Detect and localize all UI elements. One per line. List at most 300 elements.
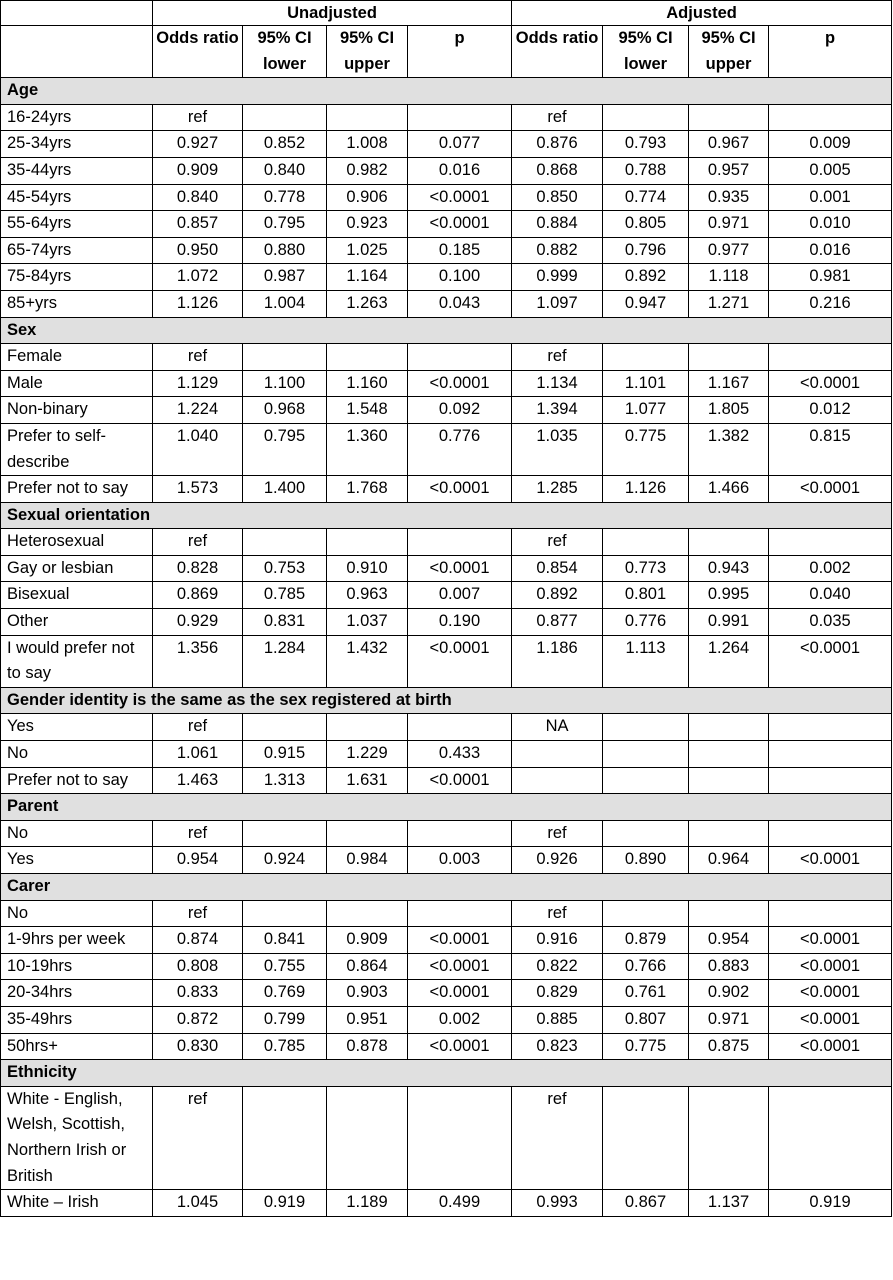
group-header-row xyxy=(1,502,892,529)
table-cell: 0.903 xyxy=(327,980,408,1007)
table-row xyxy=(1,1190,892,1217)
table-cell: 0.967 xyxy=(689,131,769,158)
table-cell: 0.910 xyxy=(327,555,408,582)
table-cell xyxy=(243,529,327,556)
table-row xyxy=(1,741,892,768)
table-cell: 0.984 xyxy=(327,847,408,874)
row-label: Yes xyxy=(1,847,153,874)
table-cell xyxy=(243,820,327,847)
table-cell xyxy=(603,1086,689,1189)
table-cell: 0.002 xyxy=(769,555,892,582)
table-cell: 0.884 xyxy=(512,211,603,238)
group-header-row xyxy=(1,874,892,901)
row-label: I would prefer not to say xyxy=(1,635,153,687)
table-cell: 0.841 xyxy=(243,927,327,954)
table-cell: ref xyxy=(512,820,603,847)
table-cell: 0.100 xyxy=(408,264,512,291)
table-cell: 0.005 xyxy=(769,157,892,184)
table-row xyxy=(1,529,892,556)
table-row xyxy=(1,1033,892,1060)
table-cell: 0.924 xyxy=(243,847,327,874)
table-cell xyxy=(769,344,892,371)
table-cell: <0.0001 xyxy=(408,980,512,1007)
table-cell: 1.008 xyxy=(327,131,408,158)
table-cell: 1.072 xyxy=(153,264,243,291)
table-cell: ref xyxy=(153,104,243,131)
table-cell xyxy=(408,1086,512,1189)
table-cell: 0.950 xyxy=(153,237,243,264)
table-cell xyxy=(408,104,512,131)
table-cell: 0.793 xyxy=(603,131,689,158)
table-cell: ref xyxy=(512,529,603,556)
table-cell: ref xyxy=(512,1086,603,1189)
table-cell: 0.823 xyxy=(512,1033,603,1060)
table-cell: 1.284 xyxy=(243,635,327,687)
table-cell: <0.0001 xyxy=(408,476,512,503)
table-cell: 0.971 xyxy=(689,1006,769,1033)
table-cell: 0.775 xyxy=(603,423,689,475)
table-cell: 1.394 xyxy=(512,397,603,424)
table-cell: ref xyxy=(153,714,243,741)
table-cell: <0.0001 xyxy=(408,927,512,954)
table-cell xyxy=(769,104,892,131)
header-corner-cell xyxy=(1,1,153,26)
table-cell: 0.971 xyxy=(689,211,769,238)
group-title: Parent xyxy=(1,794,892,821)
col-header-odds-ratio: Odds ratio xyxy=(153,26,243,78)
table-cell: 1.045 xyxy=(153,1190,243,1217)
table-cell: 0.875 xyxy=(689,1033,769,1060)
table-cell: 0.016 xyxy=(408,157,512,184)
table-cell: 0.916 xyxy=(512,927,603,954)
table-cell: 0.857 xyxy=(153,211,243,238)
table-cell xyxy=(689,900,769,927)
table-cell: <0.0001 xyxy=(769,635,892,687)
table-cell: ref xyxy=(153,1086,243,1189)
group-title: Gender identity is the same as the sex registered at birth xyxy=(1,687,892,714)
table-cell: 0.003 xyxy=(408,847,512,874)
col-header-adj-ci-lower: 95% CI lower xyxy=(603,26,689,78)
table-cell xyxy=(603,741,689,768)
table-cell: 0.795 xyxy=(243,423,327,475)
table-cell: 0.775 xyxy=(603,1033,689,1060)
table-cell: 1.137 xyxy=(689,1190,769,1217)
table-cell: 0.774 xyxy=(603,184,689,211)
table-cell: 0.043 xyxy=(408,290,512,317)
table-cell: 0.872 xyxy=(153,1006,243,1033)
group-title: Sex xyxy=(1,317,892,344)
row-label: 85+yrs xyxy=(1,290,153,317)
table-cell xyxy=(689,344,769,371)
col-header-p: p xyxy=(408,26,512,78)
table-cell: 0.753 xyxy=(243,555,327,582)
table-cell: 1.113 xyxy=(603,635,689,687)
table-cell: 0.185 xyxy=(408,237,512,264)
table-row xyxy=(1,635,892,687)
table-row xyxy=(1,131,892,158)
table-cell xyxy=(327,820,408,847)
table-cell: 0.951 xyxy=(327,1006,408,1033)
table-cell: 0.991 xyxy=(689,609,769,636)
row-label: Other xyxy=(1,609,153,636)
table-row xyxy=(1,1006,892,1033)
table-cell: 1.356 xyxy=(153,635,243,687)
table-cell: 0.840 xyxy=(243,157,327,184)
table-row xyxy=(1,370,892,397)
table-cell xyxy=(769,741,892,768)
table-cell: 0.829 xyxy=(512,980,603,1007)
header-row-columns xyxy=(1,26,892,78)
col-header-ci-upper: 95% CI upper xyxy=(327,26,408,78)
row-label: White - English, Welsh, Scottish, Northern Irish or British xyxy=(1,1086,153,1189)
table-cell: ref xyxy=(153,820,243,847)
table-cell xyxy=(603,767,689,794)
table-cell: 0.968 xyxy=(243,397,327,424)
table-cell xyxy=(769,714,892,741)
table-cell: 0.433 xyxy=(408,741,512,768)
table-cell xyxy=(689,714,769,741)
row-label: 45-54yrs xyxy=(1,184,153,211)
table-cell: 0.761 xyxy=(603,980,689,1007)
table-cell: 1.134 xyxy=(512,370,603,397)
table-cell xyxy=(408,344,512,371)
table-cell: 0.935 xyxy=(689,184,769,211)
table-row xyxy=(1,290,892,317)
table-row xyxy=(1,211,892,238)
table-cell: 1.101 xyxy=(603,370,689,397)
table-cell: 1.186 xyxy=(512,635,603,687)
table-cell: <0.0001 xyxy=(769,1033,892,1060)
table-cell: 0.776 xyxy=(408,423,512,475)
table-cell: 0.882 xyxy=(512,237,603,264)
table-cell xyxy=(243,104,327,131)
table-cell: 0.833 xyxy=(153,980,243,1007)
table-cell: 1.548 xyxy=(327,397,408,424)
table-cell: 0.852 xyxy=(243,131,327,158)
row-label: Male xyxy=(1,370,153,397)
table-cell: 0.769 xyxy=(243,980,327,1007)
header-label-cell xyxy=(1,26,153,78)
table-cell xyxy=(512,741,603,768)
table-cell: 0.785 xyxy=(243,1033,327,1060)
table-cell: <0.0001 xyxy=(769,927,892,954)
group-header-row xyxy=(1,78,892,105)
table-cell: 0.982 xyxy=(327,157,408,184)
row-label: 1-9hrs per week xyxy=(1,927,153,954)
row-label: Heterosexual xyxy=(1,529,153,556)
table-cell: 0.879 xyxy=(603,927,689,954)
table-cell xyxy=(689,529,769,556)
table-cell: 0.957 xyxy=(689,157,769,184)
table-cell: 1.466 xyxy=(689,476,769,503)
group-title: Sexual orientation xyxy=(1,502,892,529)
table-cell: 0.906 xyxy=(327,184,408,211)
table-row xyxy=(1,423,892,475)
table-cell: <0.0001 xyxy=(408,211,512,238)
table-cell: 0.007 xyxy=(408,582,512,609)
table-cell: 1.077 xyxy=(603,397,689,424)
row-label: 35-44yrs xyxy=(1,157,153,184)
table-cell: 1.263 xyxy=(327,290,408,317)
table-cell: 0.926 xyxy=(512,847,603,874)
table-cell: ref xyxy=(153,529,243,556)
table-row xyxy=(1,237,892,264)
table-row xyxy=(1,1086,892,1189)
table-cell: ref xyxy=(153,344,243,371)
table-cell: 0.788 xyxy=(603,157,689,184)
table-cell: 0.499 xyxy=(408,1190,512,1217)
table-cell xyxy=(243,714,327,741)
table-cell: 1.004 xyxy=(243,290,327,317)
row-label: 25-34yrs xyxy=(1,131,153,158)
table-cell: ref xyxy=(512,104,603,131)
table-cell: <0.0001 xyxy=(408,370,512,397)
table-cell: 0.909 xyxy=(153,157,243,184)
table-cell: 1.037 xyxy=(327,609,408,636)
table-cell xyxy=(689,741,769,768)
table-cell: 0.808 xyxy=(153,953,243,980)
table-cell: 1.061 xyxy=(153,741,243,768)
table-cell: 0.943 xyxy=(689,555,769,582)
table-cell: 0.016 xyxy=(769,237,892,264)
table-row xyxy=(1,847,892,874)
table-cell: 0.878 xyxy=(327,1033,408,1060)
table-cell xyxy=(689,1086,769,1189)
table-cell: 0.854 xyxy=(512,555,603,582)
table-cell: 1.313 xyxy=(243,767,327,794)
table-cell: 0.923 xyxy=(327,211,408,238)
table-cell: 1.224 xyxy=(153,397,243,424)
table-cell xyxy=(603,104,689,131)
col-header-adj-odds-ratio: Odds ratio xyxy=(512,26,603,78)
table-cell: 0.799 xyxy=(243,1006,327,1033)
table-cell: ref xyxy=(512,900,603,927)
table-cell: <0.0001 xyxy=(408,555,512,582)
table-cell: <0.0001 xyxy=(769,1006,892,1033)
table-cell xyxy=(603,900,689,927)
table-row xyxy=(1,714,892,741)
group-title: Ethnicity xyxy=(1,1060,892,1087)
table-cell xyxy=(327,900,408,927)
table-cell: 0.785 xyxy=(243,582,327,609)
table-cell: 0.981 xyxy=(769,264,892,291)
row-label: Female xyxy=(1,344,153,371)
row-label: 55-64yrs xyxy=(1,211,153,238)
table-row xyxy=(1,344,892,371)
table-cell xyxy=(243,900,327,927)
table-cell: 0.796 xyxy=(603,237,689,264)
table-cell: 0.867 xyxy=(603,1190,689,1217)
group-title: Carer xyxy=(1,874,892,901)
table-cell: 1.285 xyxy=(512,476,603,503)
table-cell: 0.890 xyxy=(603,847,689,874)
table-cell xyxy=(327,529,408,556)
table-cell: 0.010 xyxy=(769,211,892,238)
table-cell: <0.0001 xyxy=(408,767,512,794)
header-unadjusted: Unadjusted xyxy=(153,1,512,26)
table-cell: 0.801 xyxy=(603,582,689,609)
table-cell xyxy=(243,344,327,371)
table-cell: 0.883 xyxy=(689,953,769,980)
table-cell: 1.025 xyxy=(327,237,408,264)
table-cell xyxy=(603,529,689,556)
table-cell xyxy=(769,1086,892,1189)
table-cell: 0.877 xyxy=(512,609,603,636)
table-cell xyxy=(603,714,689,741)
table-cell xyxy=(327,714,408,741)
table-row xyxy=(1,609,892,636)
table-cell: 0.009 xyxy=(769,131,892,158)
table-cell xyxy=(408,820,512,847)
table-cell: <0.0001 xyxy=(769,476,892,503)
row-label: Bisexual xyxy=(1,582,153,609)
table-cell: 0.880 xyxy=(243,237,327,264)
table-cell: 0.874 xyxy=(153,927,243,954)
table-cell: 1.126 xyxy=(153,290,243,317)
table-cell: 1.432 xyxy=(327,635,408,687)
table-cell: 0.807 xyxy=(603,1006,689,1033)
row-label: 75-84yrs xyxy=(1,264,153,291)
table-cell xyxy=(243,1086,327,1189)
col-header-adj-ci-upper: 95% CI upper xyxy=(689,26,769,78)
table-cell: 0.755 xyxy=(243,953,327,980)
table-cell: 0.869 xyxy=(153,582,243,609)
table-cell xyxy=(327,104,408,131)
table-cell: 0.830 xyxy=(153,1033,243,1060)
table-cell: 1.100 xyxy=(243,370,327,397)
table-row xyxy=(1,184,892,211)
table-cell: 0.909 xyxy=(327,927,408,954)
table-row xyxy=(1,953,892,980)
table-row xyxy=(1,555,892,582)
table-cell xyxy=(769,767,892,794)
table-cell xyxy=(689,104,769,131)
table-cell xyxy=(689,767,769,794)
table-cell: 0.001 xyxy=(769,184,892,211)
row-label: Prefer to self-describe xyxy=(1,423,153,475)
table-cell: 0.876 xyxy=(512,131,603,158)
table-cell: <0.0001 xyxy=(769,847,892,874)
table-cell: 0.840 xyxy=(153,184,243,211)
table-cell: 0.795 xyxy=(243,211,327,238)
row-label: 50hrs+ xyxy=(1,1033,153,1060)
table-cell: 0.035 xyxy=(769,609,892,636)
table-cell: 0.828 xyxy=(153,555,243,582)
group-header-row xyxy=(1,317,892,344)
col-header-ci-lower: 95% CI lower xyxy=(243,26,327,78)
table-cell: 0.954 xyxy=(153,847,243,874)
table-cell: 0.815 xyxy=(769,423,892,475)
table-cell: 0.822 xyxy=(512,953,603,980)
table-cell: <0.0001 xyxy=(408,635,512,687)
table-cell: 1.160 xyxy=(327,370,408,397)
group-title: Age xyxy=(1,78,892,105)
table-row xyxy=(1,476,892,503)
table-cell: 1.264 xyxy=(689,635,769,687)
group-header-row xyxy=(1,1060,892,1087)
table-cell: 1.129 xyxy=(153,370,243,397)
row-label: No xyxy=(1,741,153,768)
header-adjusted: Adjusted xyxy=(512,1,892,26)
group-header-row xyxy=(1,687,892,714)
table-cell: 0.012 xyxy=(769,397,892,424)
table-cell xyxy=(769,820,892,847)
table-cell: 0.040 xyxy=(769,582,892,609)
table-cell: 1.573 xyxy=(153,476,243,503)
table-cell xyxy=(408,900,512,927)
row-label: Prefer not to say xyxy=(1,476,153,503)
table-cell: 0.002 xyxy=(408,1006,512,1033)
table-cell xyxy=(603,820,689,847)
table-cell: 0.963 xyxy=(327,582,408,609)
table-cell: <0.0001 xyxy=(769,953,892,980)
table-cell: 0.885 xyxy=(512,1006,603,1033)
table-cell: 0.864 xyxy=(327,953,408,980)
row-label: 16-24yrs xyxy=(1,104,153,131)
table-cell: 0.776 xyxy=(603,609,689,636)
col-header-adj-p: p xyxy=(769,26,892,78)
row-label: Yes xyxy=(1,714,153,741)
table-row xyxy=(1,157,892,184)
table-cell: <0.0001 xyxy=(408,184,512,211)
table-cell: 0.947 xyxy=(603,290,689,317)
table-cell: 0.892 xyxy=(512,582,603,609)
table-cell: 0.987 xyxy=(243,264,327,291)
table-cell: 0.919 xyxy=(243,1190,327,1217)
table-cell: 1.118 xyxy=(689,264,769,291)
table-cell: 0.919 xyxy=(769,1190,892,1217)
table-row xyxy=(1,582,892,609)
table-cell: 0.929 xyxy=(153,609,243,636)
table-body xyxy=(1,78,892,1217)
table-cell: 1.167 xyxy=(689,370,769,397)
row-label: Gay or lesbian xyxy=(1,555,153,582)
table-cell: 0.868 xyxy=(512,157,603,184)
table-cell: 1.097 xyxy=(512,290,603,317)
table-cell: 0.999 xyxy=(512,264,603,291)
table-cell xyxy=(769,529,892,556)
table-cell: 0.850 xyxy=(512,184,603,211)
table-cell: 1.382 xyxy=(689,423,769,475)
header-row-groups xyxy=(1,1,892,26)
table-cell: 0.993 xyxy=(512,1190,603,1217)
row-label: 10-19hrs xyxy=(1,953,153,980)
table-cell: 1.768 xyxy=(327,476,408,503)
table-cell: 0.954 xyxy=(689,927,769,954)
table-cell xyxy=(689,820,769,847)
table-row xyxy=(1,980,892,1007)
table-cell: ref xyxy=(512,344,603,371)
row-label: No xyxy=(1,820,153,847)
table-cell: <0.0001 xyxy=(769,370,892,397)
table-cell xyxy=(327,344,408,371)
table-cell: 0.778 xyxy=(243,184,327,211)
table-row xyxy=(1,264,892,291)
table-cell: 1.164 xyxy=(327,264,408,291)
table-cell: 1.035 xyxy=(512,423,603,475)
table-cell: 1.040 xyxy=(153,423,243,475)
table-cell xyxy=(408,714,512,741)
table-cell: 0.892 xyxy=(603,264,689,291)
table-cell: 1.360 xyxy=(327,423,408,475)
table-row xyxy=(1,397,892,424)
table-cell xyxy=(327,1086,408,1189)
table-cell: 0.773 xyxy=(603,555,689,582)
table-cell: 0.964 xyxy=(689,847,769,874)
row-label: No xyxy=(1,900,153,927)
table-cell: 1.631 xyxy=(327,767,408,794)
table-cell: 1.463 xyxy=(153,767,243,794)
